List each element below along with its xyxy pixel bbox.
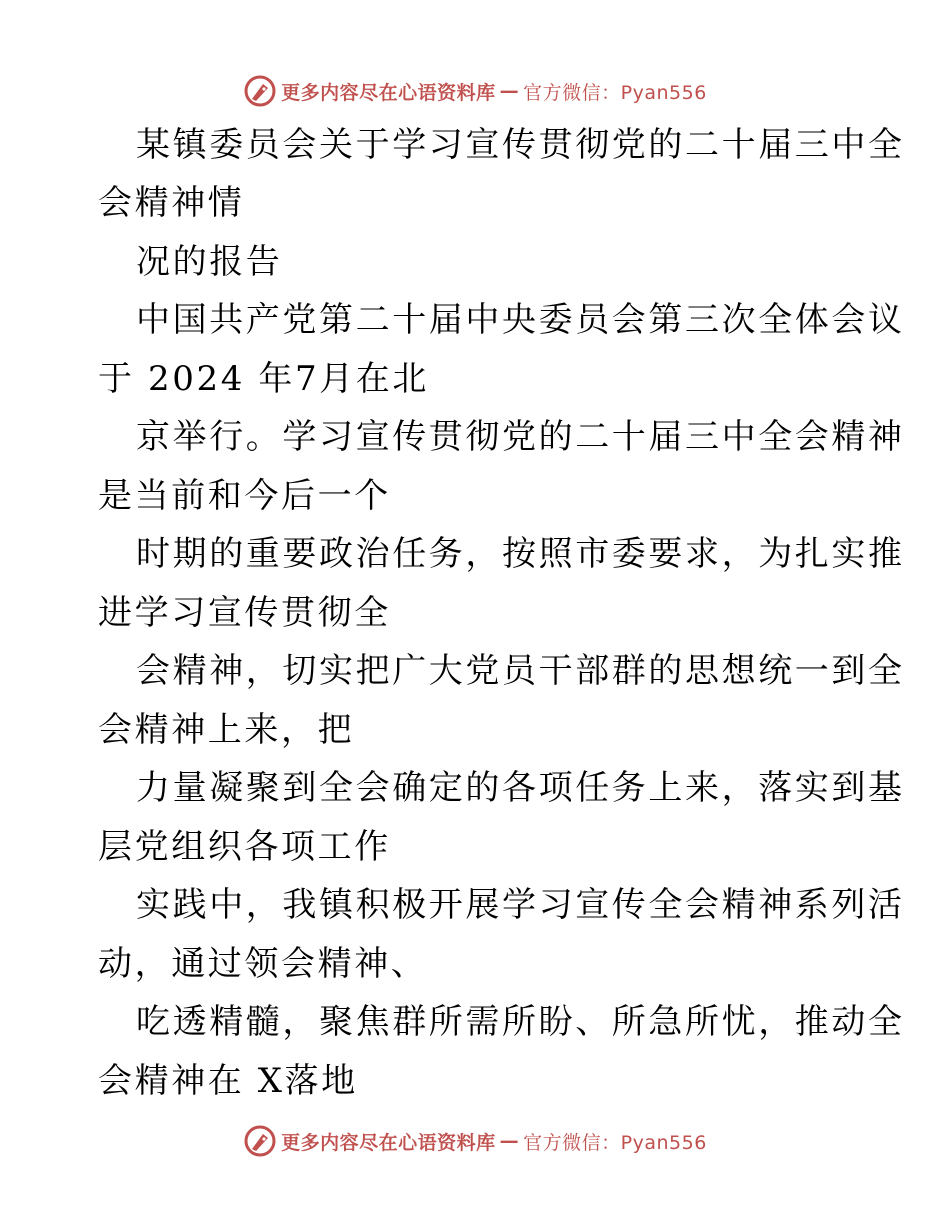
watermark-contact: 官方微信：Pyan556 — [523, 1131, 707, 1154]
pen-nib-circle-icon — [243, 74, 277, 108]
footer-watermark — [0, 1121, 950, 1161]
doc-line: 力量凝聚到全会确定的各项任务上来，落实到基 — [136, 768, 905, 808]
watermark-contact: 官方微信：Pyan556 — [523, 81, 707, 104]
doc-line: 会精神上来，把 — [98, 710, 355, 750]
doc-line: 某镇委员会关于学习宣传贯彻党的二十届三中全 — [136, 125, 905, 165]
doc-line: 进学习宣传贯彻全 — [98, 593, 391, 633]
doc-line: 况的报告 — [136, 242, 283, 282]
doc-line: 吃透精髓，聚焦群所需所盼、所急所忧，推动全 — [136, 1002, 905, 1042]
doc-line: 动，通过领会精神、 — [98, 944, 428, 984]
doc-line: 于 2024 年7月在北 — [98, 359, 429, 399]
doc-line: 京举行。学习宣传贯彻党的二十届三中全会精神 — [136, 417, 905, 457]
doc-line: 是当前和今后一个 — [98, 476, 391, 516]
doc-line: 实践中，我镇积极开展学习宣传全会精神系列活 — [136, 885, 905, 925]
pen-nib-circle-icon — [243, 1124, 277, 1158]
doc-line: 中国共产党第二十届中央委员会第三次全体会议 — [136, 300, 905, 340]
doc-line: 会精神，切实把广大党员干部群的思想统一到全 — [136, 651, 905, 691]
watermark-dash: — — [499, 80, 520, 102]
watermark-dash: — — [499, 1130, 520, 1152]
watermark-text: 更多内容尽在心语资料库 — [281, 1131, 496, 1154]
doc-line: 时期的重要政治任务，按照市委要求，为扎实推 — [136, 534, 905, 574]
doc-line: 会精神情 — [98, 183, 245, 223]
doc-line: 会精神在 X落地 — [98, 1061, 358, 1101]
header-watermark — [0, 71, 950, 111]
watermark-text: 更多内容尽在心语资料库 — [281, 81, 496, 104]
doc-line: 层党组织各项工作 — [98, 827, 391, 867]
